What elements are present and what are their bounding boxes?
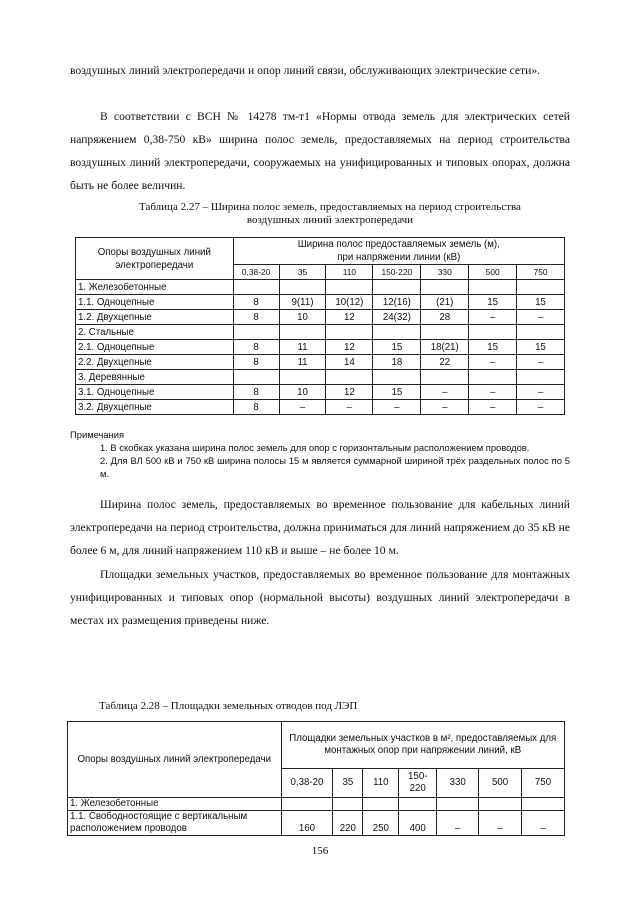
table1-voltage: 35 xyxy=(279,265,326,280)
table-cell xyxy=(233,325,279,340)
table-cell xyxy=(279,325,326,340)
table-cell: 9(11) xyxy=(279,295,326,310)
table-cell: 15 xyxy=(517,295,565,310)
table-cell: 8 xyxy=(233,400,279,415)
table2-voltage: 750 xyxy=(522,769,565,798)
table1-header-supports: Опоры воздушных линий электропередачи xyxy=(76,238,234,280)
table-cell: 15 xyxy=(517,340,565,355)
row-label: 2.1. Одноцепные xyxy=(76,340,234,355)
notes-title: Примечания xyxy=(70,429,125,440)
table2-voltage: 110 xyxy=(363,769,399,798)
table-cell: – xyxy=(421,385,469,400)
table-cell xyxy=(333,798,363,811)
table-cell xyxy=(373,370,421,385)
table1-voltage: 330 xyxy=(421,265,469,280)
table1-notes xyxy=(70,428,570,480)
table-cell: 18(21) xyxy=(421,340,469,355)
table-cell: 15 xyxy=(469,295,517,310)
table1-header-width: Ширина полос предоставляемых земель (м), при напряжении линии (кВ) xyxy=(233,238,564,265)
table-cell: 12 xyxy=(326,340,373,355)
table-cell xyxy=(326,280,373,295)
table2-voltage: 150-220 xyxy=(399,769,437,798)
table-cell: 15 xyxy=(373,340,421,355)
table-cell: – xyxy=(469,385,517,400)
row-label: 3.1. Одноцепные xyxy=(76,385,234,400)
table-row xyxy=(68,798,565,811)
table-cell xyxy=(421,370,469,385)
table-cell: – xyxy=(279,400,326,415)
table2-header-area: Площадки земельных участков в м², предоставляемых для монтажных опор при напряжении линий, кВ xyxy=(281,722,565,769)
table-cell xyxy=(421,325,469,340)
table-cell: 12(16) xyxy=(373,295,421,310)
table-cell: 250 xyxy=(363,811,399,836)
table-cell: 160 xyxy=(281,811,333,836)
table-cell: 11 xyxy=(279,355,326,370)
table-cell: 10 xyxy=(279,310,326,325)
table-cell xyxy=(517,370,565,385)
table-cell: 220 xyxy=(333,811,363,836)
row-label: 1.1. Свободностоящие с вертикальным расположением проводов xyxy=(68,811,282,836)
row-label: 2. Стальные xyxy=(76,325,234,340)
table-cell: 12 xyxy=(326,310,373,325)
table1-voltage: 0,38-20 xyxy=(233,265,279,280)
table-cell xyxy=(479,798,522,811)
paragraph-2: В соответствии с ВСН № 14278 тм-т1 «Нормы отвода земель для электрических сетей напряжением 0,38-750 кВ» ширина полос земель, предоставляемых на период строительства воздушных линий электропередачи, сооружаемых на унифицированных и типовых опорах, должна быть не более величин. xyxy=(70,110,570,192)
table2-voltage: 0,38-20 xyxy=(281,769,333,798)
table-cell: 10 xyxy=(279,385,326,400)
table-row xyxy=(76,385,565,400)
table-cell: – xyxy=(373,400,421,415)
table-cell: 12 xyxy=(326,385,373,400)
table-cell: – xyxy=(469,400,517,415)
table-cell: 8 xyxy=(233,355,279,370)
table-row xyxy=(76,295,565,310)
table-cell xyxy=(421,280,469,295)
table1-voltage: 150-220 xyxy=(373,265,421,280)
table-row xyxy=(76,325,565,340)
row-label: 3. Деревянные xyxy=(76,370,234,385)
table1-caption-line1: Таблица 2.27 – Ширина полос земель, предоставляемых на период строительства xyxy=(139,201,521,213)
table1-voltage: 750 xyxy=(517,265,565,280)
table-cell: – xyxy=(469,355,517,370)
table-cell: 28 xyxy=(421,310,469,325)
table-row xyxy=(76,280,565,295)
table-row xyxy=(68,811,565,836)
table-cell xyxy=(233,370,279,385)
table-cell: 15 xyxy=(373,385,421,400)
table-cell: 24(32) xyxy=(373,310,421,325)
table-cell xyxy=(373,280,421,295)
table-cell xyxy=(279,280,326,295)
table-cell xyxy=(326,370,373,385)
table-cell xyxy=(469,325,517,340)
table-cell: 8 xyxy=(233,310,279,325)
row-label: 3.2. Двухцепные xyxy=(76,400,234,415)
table-cell: – xyxy=(437,811,479,836)
paragraph-4: Площадки земельных участков, предоставляемых во временное пользование для монтажных унифицированных и типовых опор (нормальной высоты) воздушных линий электропередачи в местах их размещения приведены ниже. xyxy=(70,568,570,627)
table-cell: – xyxy=(517,310,565,325)
table-cell xyxy=(399,798,437,811)
table-cell xyxy=(281,798,333,811)
table-cell xyxy=(363,798,399,811)
table-cell: – xyxy=(469,310,517,325)
table-cell: 8 xyxy=(233,385,279,400)
table2-voltage: 330 xyxy=(437,769,479,798)
row-label: 1. Железобетонные xyxy=(76,280,234,295)
table-cell: – xyxy=(517,355,565,370)
table-row xyxy=(76,355,565,370)
table-cell: 18 xyxy=(373,355,421,370)
table-row xyxy=(76,370,565,385)
table-cell: – xyxy=(517,385,565,400)
table-cell xyxy=(373,325,421,340)
table-cell: (21) xyxy=(421,295,469,310)
table2-caption: Таблица 2.28 – Площадки земельных отводов под ЛЭП xyxy=(99,700,358,712)
table-row xyxy=(76,340,565,355)
page-number: 156 xyxy=(311,845,329,857)
table-cell xyxy=(233,280,279,295)
table-cell: 14 xyxy=(326,355,373,370)
table1-voltage: 110 xyxy=(326,265,373,280)
table1-voltage: 500 xyxy=(469,265,517,280)
table-cell xyxy=(326,325,373,340)
row-label: 1. Железобетонные xyxy=(68,798,282,811)
table2-voltage: 35 xyxy=(333,769,363,798)
table-row xyxy=(76,310,565,325)
table-cell xyxy=(517,280,565,295)
paragraph-1: воздушных линий электропередачи и опор линий связи, обслуживающих электрические сети». xyxy=(70,64,541,77)
table-cell: 10(12) xyxy=(326,295,373,310)
table-cell xyxy=(437,798,479,811)
table-cell xyxy=(279,370,326,385)
table-cell: 15 xyxy=(469,340,517,355)
table-cell: – xyxy=(522,811,565,836)
table-cell: – xyxy=(517,400,565,415)
table-2-27 xyxy=(75,237,565,415)
table-cell xyxy=(469,280,517,295)
table-cell: – xyxy=(326,400,373,415)
table-cell xyxy=(517,325,565,340)
table-row xyxy=(76,400,565,415)
paragraph-3: Ширина полос земель, предоставляемых во временное пользование для кабельных линий электропередачи на период строительства, должна приниматься для линий напряжением до 35 кВ не более 6 м, для линий напряжением 110 кВ и выше – не более 10 м. xyxy=(70,498,570,557)
table2-voltage: 500 xyxy=(479,769,522,798)
table-cell xyxy=(469,370,517,385)
note-2: 2. Для ВЛ 500 кВ и 750 кВ ширина полосы 15 м является суммарной шириной трёх раздельных полос по 5 м. xyxy=(100,455,570,479)
table-cell xyxy=(522,798,565,811)
table1-caption-line2: воздушных линий электропередачи xyxy=(246,214,414,226)
table2-header-supports: Опоры воздушных линий электропередачи xyxy=(68,722,282,798)
note-1: 1. В скобках указана ширина полос земель для опор с горизонтальным расположением проводов. xyxy=(100,442,530,453)
row-label: 1.1. Одноцепные xyxy=(76,295,234,310)
table1-caption xyxy=(95,201,565,227)
table-2-28 xyxy=(67,721,565,836)
table-cell: 8 xyxy=(233,340,279,355)
row-label: 2.2. Двухцепные xyxy=(76,355,234,370)
table-cell: – xyxy=(479,811,522,836)
table-cell: – xyxy=(421,400,469,415)
table-cell: 22 xyxy=(421,355,469,370)
table-cell: 11 xyxy=(279,340,326,355)
row-label: 1.2. Двухцепные xyxy=(76,310,234,325)
table-cell: 400 xyxy=(399,811,437,836)
table-cell: 8 xyxy=(233,295,279,310)
